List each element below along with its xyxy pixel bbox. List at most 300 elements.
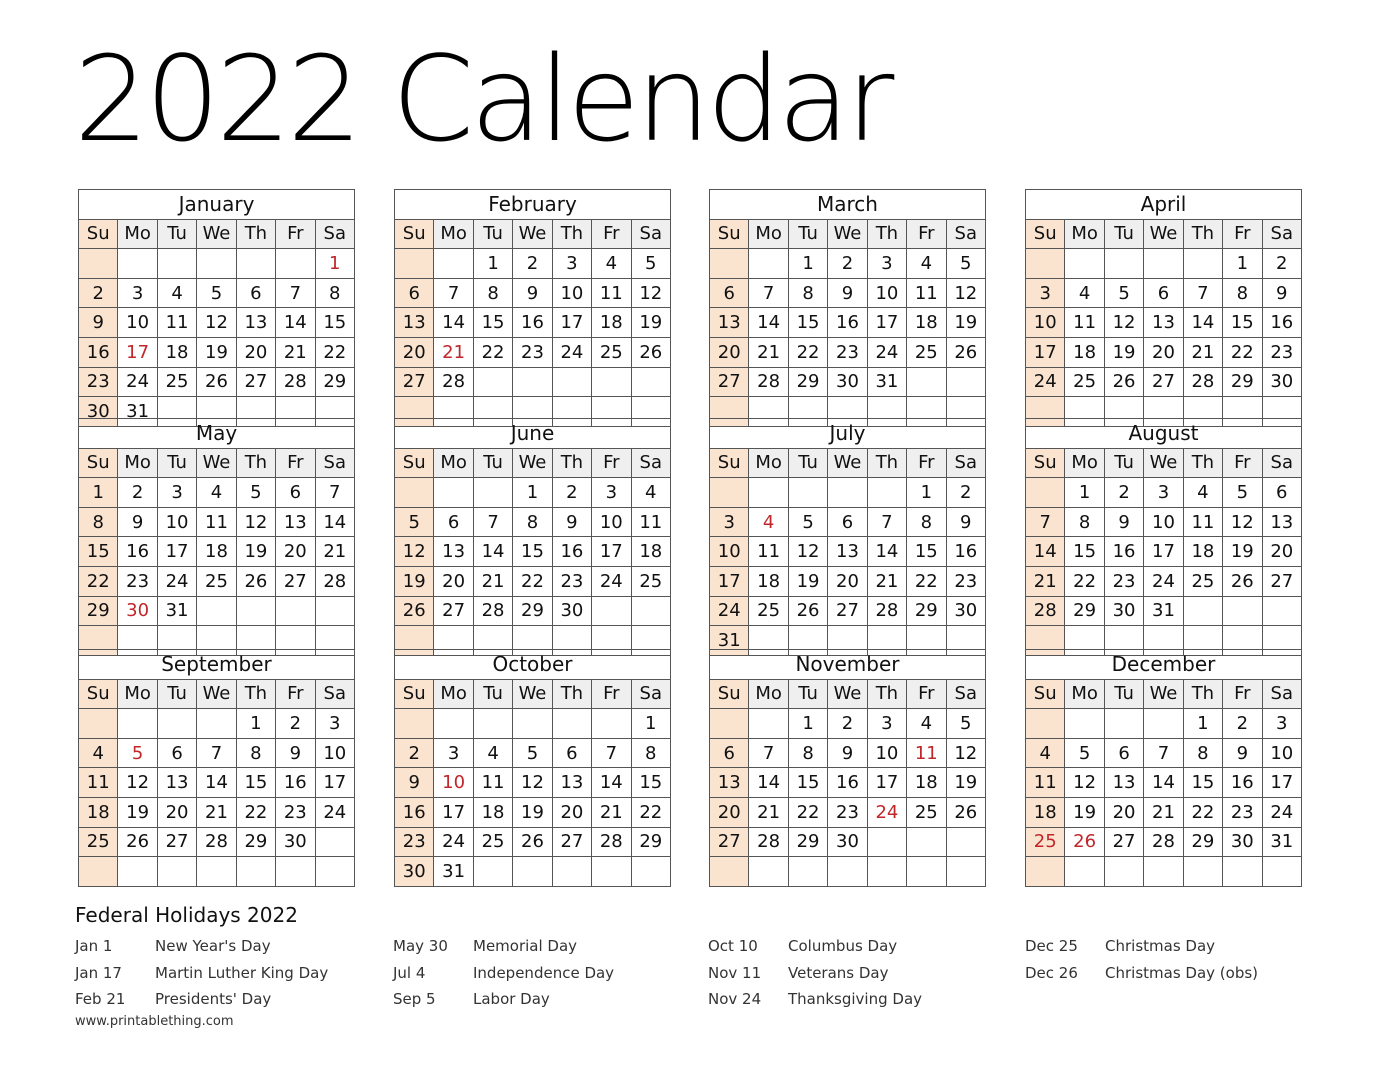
- day-cell: 4: [592, 249, 631, 279]
- day-cell: 26: [197, 367, 236, 397]
- empty-cell: [197, 596, 236, 626]
- empty-cell: [1104, 249, 1143, 279]
- day-cell: 24: [867, 797, 906, 827]
- empty-cell: [749, 857, 788, 887]
- empty-cell: [197, 709, 236, 739]
- day-cell: 31: [1144, 596, 1183, 626]
- day-cell: 21: [1026, 566, 1065, 596]
- weekday-header: Th: [1183, 448, 1222, 478]
- empty-cell: [828, 857, 867, 887]
- empty-cell: [592, 367, 631, 397]
- day-cell: 5: [1223, 478, 1262, 508]
- day-cell: 25: [79, 827, 118, 857]
- empty-cell: [395, 249, 434, 279]
- day-cell: 10: [157, 507, 196, 537]
- empty-cell: [236, 857, 275, 887]
- day-cell: 8: [788, 278, 827, 308]
- weekday-header: Tu: [788, 448, 827, 478]
- month-august: [1025, 418, 1302, 647]
- weekday-header: Su: [79, 448, 118, 478]
- weekday-header: Th: [552, 219, 591, 249]
- day-cell: 30: [828, 367, 867, 397]
- day-cell: 3: [710, 507, 749, 537]
- day-cell: 2: [1262, 249, 1301, 279]
- day-cell: 16: [828, 768, 867, 798]
- day-cell: 22: [1223, 337, 1262, 367]
- empty-cell: [157, 709, 196, 739]
- holiday-name: Presidents' Day: [155, 990, 272, 1008]
- day-cell: 6: [395, 278, 434, 308]
- holiday-date: Dec 26: [1025, 963, 1078, 982]
- day-cell: 19: [631, 308, 670, 338]
- weekday-header: Su: [395, 679, 434, 709]
- day-cell: 5: [946, 709, 985, 739]
- day-cell: 25: [592, 337, 631, 367]
- empty-cell: [1104, 857, 1143, 887]
- day-cell: 1: [907, 478, 946, 508]
- day-cell: 13: [1144, 308, 1183, 338]
- weekday-header: Su: [1026, 448, 1065, 478]
- empty-cell: [552, 709, 591, 739]
- day-cell: 28: [473, 596, 512, 626]
- day-cell: 15: [907, 537, 946, 567]
- day-cell: 3: [157, 478, 196, 508]
- day-cell: 11: [473, 768, 512, 798]
- weekday-header: Fr: [1223, 448, 1262, 478]
- day-cell: 4: [79, 738, 118, 768]
- day-cell: 17: [118, 337, 157, 367]
- empty-cell: [315, 857, 354, 887]
- empty-cell: [197, 857, 236, 887]
- empty-cell: [236, 249, 275, 279]
- day-cell: 30: [79, 397, 118, 427]
- day-cell: 25: [157, 367, 196, 397]
- empty-cell: [1223, 857, 1262, 887]
- day-cell: 27: [236, 367, 275, 397]
- day-cell: 7: [867, 507, 906, 537]
- weekday-header: Fr: [907, 679, 946, 709]
- month-name: December: [1026, 650, 1302, 680]
- weekday-header: Sa: [946, 679, 985, 709]
- month-january: [78, 189, 355, 422]
- weekday-header: Th: [867, 219, 906, 249]
- empty-cell: [276, 857, 315, 887]
- empty-cell: [118, 857, 157, 887]
- day-cell: 12: [946, 278, 985, 308]
- weekday-header: We: [197, 219, 236, 249]
- weekday-header: Tu: [788, 679, 827, 709]
- weekday-header: Th: [236, 448, 275, 478]
- day-cell: 20: [434, 566, 473, 596]
- day-cell: 22: [1065, 566, 1104, 596]
- weekday-header: Mo: [434, 679, 473, 709]
- day-cell: 27: [552, 827, 591, 857]
- weekday-header: Fr: [592, 219, 631, 249]
- empty-cell: [749, 478, 788, 508]
- day-cell: 21: [434, 337, 473, 367]
- month-june: [394, 418, 671, 647]
- empty-cell: [1026, 249, 1065, 279]
- day-cell: 7: [1183, 278, 1222, 308]
- weekday-header: We: [1144, 679, 1183, 709]
- day-cell: 19: [513, 797, 552, 827]
- day-cell: 15: [788, 768, 827, 798]
- day-cell: 24: [1026, 367, 1065, 397]
- day-cell: 27: [276, 566, 315, 596]
- day-cell: 23: [828, 337, 867, 367]
- day-cell: 22: [79, 566, 118, 596]
- empty-cell: [907, 367, 946, 397]
- holiday-name: Memorial Day: [473, 937, 578, 955]
- day-cell: 19: [1065, 797, 1104, 827]
- day-cell: 7: [473, 507, 512, 537]
- empty-cell: [157, 249, 196, 279]
- day-cell: 26: [946, 337, 985, 367]
- day-cell: 1: [631, 709, 670, 739]
- empty-cell: [946, 367, 985, 397]
- day-cell: 29: [788, 367, 827, 397]
- holiday-name: Christmas Day (obs): [1105, 963, 1259, 982]
- empty-cell: [1104, 709, 1143, 739]
- day-cell: 20: [1144, 337, 1183, 367]
- day-cell: 18: [1026, 797, 1065, 827]
- day-cell: 18: [631, 537, 670, 567]
- day-cell: 2: [513, 249, 552, 279]
- holiday-date: Nov 24: [708, 990, 762, 1008]
- day-cell: 21: [473, 566, 512, 596]
- day-cell: 29: [315, 367, 354, 397]
- empty-cell: [276, 596, 315, 626]
- day-cell: 17: [157, 537, 196, 567]
- day-cell: 14: [473, 537, 512, 567]
- day-cell: 26: [1223, 566, 1262, 596]
- day-cell: 18: [1065, 337, 1104, 367]
- day-cell: 20: [395, 337, 434, 367]
- day-cell: 21: [592, 797, 631, 827]
- day-cell: 28: [1144, 827, 1183, 857]
- day-cell: 28: [434, 367, 473, 397]
- empty-cell: [710, 857, 749, 887]
- empty-cell: [118, 249, 157, 279]
- weekday-header: Th: [867, 679, 906, 709]
- day-cell: 3: [1144, 478, 1183, 508]
- day-cell: 14: [749, 768, 788, 798]
- day-cell: 17: [315, 768, 354, 798]
- day-cell: 4: [157, 278, 196, 308]
- weekday-header: Sa: [1262, 679, 1301, 709]
- empty-cell: [473, 709, 512, 739]
- day-cell: 26: [236, 566, 275, 596]
- day-cell: 23: [513, 337, 552, 367]
- day-cell: 16: [946, 537, 985, 567]
- day-cell: 31: [867, 367, 906, 397]
- empty-cell: [473, 367, 512, 397]
- day-cell: 12: [395, 537, 434, 567]
- day-cell: 15: [473, 308, 512, 338]
- month-march: [709, 189, 986, 418]
- federal-holidays-title: Federal Holidays 2022: [75, 903, 298, 927]
- day-cell: 12: [946, 738, 985, 768]
- day-cell: 23: [276, 797, 315, 827]
- month-may: [78, 418, 355, 647]
- day-cell: 11: [1183, 507, 1222, 537]
- day-cell: 22: [315, 337, 354, 367]
- day-cell: 10: [867, 738, 906, 768]
- month-name: September: [79, 650, 355, 680]
- day-cell: 19: [118, 797, 157, 827]
- day-cell: 20: [552, 797, 591, 827]
- day-cell: 8: [79, 507, 118, 537]
- weekday-header: Th: [1183, 219, 1222, 249]
- day-cell: 31: [434, 857, 473, 887]
- month-name: March: [710, 190, 986, 220]
- day-cell: 8: [513, 507, 552, 537]
- day-cell: 31: [118, 397, 157, 427]
- day-cell: 29: [236, 827, 275, 857]
- weekday-header: We: [828, 448, 867, 478]
- day-cell: 2: [1104, 478, 1143, 508]
- day-cell: 20: [710, 797, 749, 827]
- day-cell: 27: [710, 367, 749, 397]
- day-cell: 18: [197, 537, 236, 567]
- empty-cell: [710, 478, 749, 508]
- day-cell: 16: [828, 308, 867, 338]
- day-cell: 10: [315, 738, 354, 768]
- day-cell: 2: [79, 278, 118, 308]
- month-april: [1025, 189, 1302, 418]
- day-cell: 27: [1104, 827, 1143, 857]
- day-cell: 15: [236, 768, 275, 798]
- day-cell: 24: [157, 566, 196, 596]
- day-cell: 30: [1223, 827, 1262, 857]
- day-cell: 3: [118, 278, 157, 308]
- day-cell: 19: [946, 768, 985, 798]
- day-cell: 14: [197, 768, 236, 798]
- weekday-header: Sa: [315, 448, 354, 478]
- day-cell: 25: [631, 566, 670, 596]
- empty-cell: [1065, 709, 1104, 739]
- holiday-name: Thanksgiving Day: [788, 990, 923, 1008]
- day-cell: 11: [197, 507, 236, 537]
- day-cell: 18: [1183, 537, 1222, 567]
- month-november: [709, 649, 986, 878]
- weekday-header: Fr: [907, 219, 946, 249]
- day-cell: 7: [749, 278, 788, 308]
- day-cell: 23: [395, 827, 434, 857]
- holiday-date: Dec 25: [1025, 937, 1078, 955]
- empty-cell: [236, 596, 275, 626]
- day-cell: 25: [473, 827, 512, 857]
- empty-cell: [710, 249, 749, 279]
- empty-cell: [157, 857, 196, 887]
- day-cell: 9: [946, 507, 985, 537]
- day-cell: 23: [1104, 566, 1143, 596]
- day-cell: 8: [907, 507, 946, 537]
- day-cell: 10: [552, 278, 591, 308]
- day-cell: 29: [631, 827, 670, 857]
- weekday-header: Fr: [276, 219, 315, 249]
- day-cell: 1: [473, 249, 512, 279]
- day-cell: 24: [118, 367, 157, 397]
- empty-cell: [710, 709, 749, 739]
- day-cell: 23: [118, 566, 157, 596]
- day-cell: 7: [197, 738, 236, 768]
- day-cell: 6: [276, 478, 315, 508]
- month-july: [709, 418, 986, 651]
- day-cell: 11: [631, 507, 670, 537]
- day-cell: 8: [1183, 738, 1222, 768]
- day-cell: 30: [118, 596, 157, 626]
- weekday-header: Mo: [749, 219, 788, 249]
- weekday-header: Th: [867, 448, 906, 478]
- day-cell: 22: [1183, 797, 1222, 827]
- day-cell: 14: [1144, 768, 1183, 798]
- empty-cell: [79, 709, 118, 739]
- day-cell: 20: [276, 537, 315, 567]
- day-cell: 17: [1144, 537, 1183, 567]
- empty-cell: [631, 857, 670, 887]
- holiday-name: Independence Day: [473, 963, 615, 982]
- empty-cell: [1144, 857, 1183, 887]
- day-cell: 26: [118, 827, 157, 857]
- empty-cell: [1262, 596, 1301, 626]
- weekday-header: Sa: [631, 679, 670, 709]
- day-cell: 26: [395, 596, 434, 626]
- day-cell: 8: [1065, 507, 1104, 537]
- empty-cell: [79, 857, 118, 887]
- day-cell: 29: [1223, 367, 1262, 397]
- day-cell: 2: [828, 709, 867, 739]
- weekday-header: Mo: [118, 679, 157, 709]
- day-cell: 23: [79, 367, 118, 397]
- day-cell: 16: [118, 537, 157, 567]
- day-cell: 16: [1104, 537, 1143, 567]
- month-name: April: [1026, 190, 1302, 220]
- weekday-header: We: [1144, 448, 1183, 478]
- day-cell: 2: [828, 249, 867, 279]
- weekday-header: Th: [552, 679, 591, 709]
- weekday-header: We: [513, 679, 552, 709]
- holiday-name: Martin Luther King Day: [155, 963, 329, 982]
- day-cell: 1: [1183, 709, 1222, 739]
- day-cell: 15: [1223, 308, 1262, 338]
- day-cell: 18: [749, 566, 788, 596]
- holiday-date: Oct 10: [708, 937, 758, 955]
- day-cell: 20: [1262, 537, 1301, 567]
- day-cell: 23: [552, 566, 591, 596]
- day-cell: 29: [907, 596, 946, 626]
- weekday-header: Mo: [1065, 679, 1104, 709]
- holiday-date: Jan 1: [75, 937, 113, 955]
- day-cell: 4: [749, 507, 788, 537]
- weekday-header: Mo: [434, 448, 473, 478]
- empty-cell: [552, 857, 591, 887]
- day-cell: 14: [315, 507, 354, 537]
- day-cell: 16: [513, 308, 552, 338]
- month-october: [394, 649, 671, 882]
- day-cell: 13: [276, 507, 315, 537]
- day-cell: 17: [1262, 768, 1301, 798]
- day-cell: 10: [710, 537, 749, 567]
- day-cell: 5: [118, 738, 157, 768]
- day-cell: 26: [1065, 827, 1104, 857]
- empty-cell: [867, 827, 906, 857]
- day-cell: 21: [1144, 797, 1183, 827]
- weekday-header: Mo: [749, 679, 788, 709]
- empty-cell: [315, 596, 354, 626]
- empty-cell: [395, 709, 434, 739]
- day-cell: 26: [513, 827, 552, 857]
- day-cell: 24: [1262, 797, 1301, 827]
- day-cell: 27: [828, 596, 867, 626]
- day-cell: 5: [513, 738, 552, 768]
- day-cell: 20: [828, 566, 867, 596]
- day-cell: 13: [710, 308, 749, 338]
- weekday-header: Sa: [315, 679, 354, 709]
- day-cell: 16: [1223, 768, 1262, 798]
- month-name: October: [395, 650, 671, 680]
- weekday-header: Sa: [1262, 219, 1301, 249]
- month-name: February: [395, 190, 671, 220]
- day-cell: 28: [315, 566, 354, 596]
- empty-cell: [315, 827, 354, 857]
- day-cell: 5: [631, 249, 670, 279]
- empty-cell: [434, 709, 473, 739]
- day-cell: 10: [1026, 308, 1065, 338]
- day-cell: 20: [710, 337, 749, 367]
- day-cell: 27: [710, 827, 749, 857]
- day-cell: 30: [1104, 596, 1143, 626]
- day-cell: 14: [867, 537, 906, 567]
- day-cell: 20: [236, 337, 275, 367]
- day-cell: 25: [1183, 566, 1222, 596]
- day-cell: 19: [788, 566, 827, 596]
- day-cell: 4: [1065, 278, 1104, 308]
- day-cell: 5: [1065, 738, 1104, 768]
- day-cell: 13: [236, 308, 275, 338]
- empty-cell: [395, 478, 434, 508]
- day-cell: 6: [236, 278, 275, 308]
- month-september: [78, 649, 355, 878]
- day-cell: 21: [867, 566, 906, 596]
- day-cell: 12: [788, 537, 827, 567]
- month-name: November: [710, 650, 986, 680]
- day-cell: 7: [1144, 738, 1183, 768]
- day-cell: 9: [1223, 738, 1262, 768]
- day-cell: 12: [1104, 308, 1143, 338]
- day-cell: 4: [907, 249, 946, 279]
- day-cell: 1: [513, 478, 552, 508]
- empty-cell: [1183, 249, 1222, 279]
- empty-cell: [1223, 596, 1262, 626]
- day-cell: 21: [749, 797, 788, 827]
- empty-cell: [1026, 857, 1065, 887]
- day-cell: 17: [434, 797, 473, 827]
- day-cell: 17: [867, 768, 906, 798]
- day-cell: 29: [513, 596, 552, 626]
- day-cell: 4: [631, 478, 670, 508]
- day-cell: 1: [79, 478, 118, 508]
- weekday-header: Tu: [157, 679, 196, 709]
- day-cell: 29: [79, 596, 118, 626]
- empty-cell: [631, 596, 670, 626]
- day-cell: 26: [788, 596, 827, 626]
- weekday-header: Fr: [592, 679, 631, 709]
- day-cell: 24: [867, 337, 906, 367]
- day-cell: 13: [1104, 768, 1143, 798]
- weekday-header: We: [513, 448, 552, 478]
- empty-cell: [1183, 857, 1222, 887]
